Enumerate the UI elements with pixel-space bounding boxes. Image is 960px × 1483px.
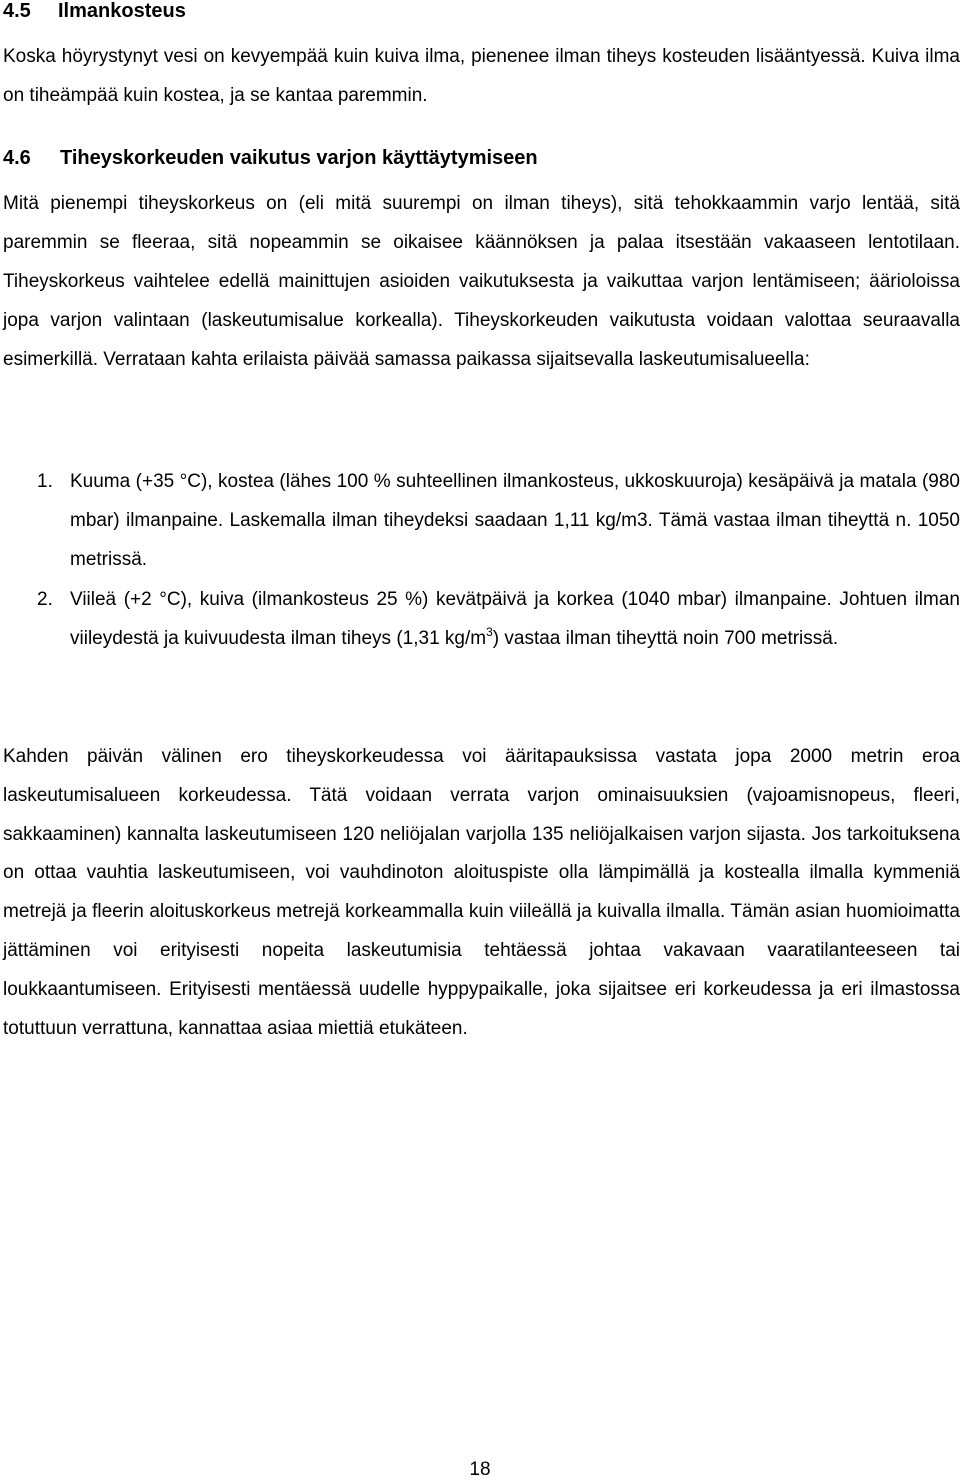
list-item xyxy=(37,580,960,658)
section-number: 4.5 xyxy=(3,0,31,22)
page-number: 18 xyxy=(469,1459,491,1480)
list-item-text: Kuuma (+35 °C), kostea (lähes 100 % suhteellinen ilmankosteus, ukkoskuuroja) kesäpäivä ja matala (980 mbar) ilmanpaine. Laskemalla ilman tiheydeksi saadaan 1,11 kg/m3. Tämä vastaa ilman tiheyttä n. 1050 metrissä. xyxy=(70,471,960,570)
section-number: 4.6 xyxy=(3,147,31,169)
paragraph-conclusion: Kahden päivän välinen ero tiheyskorkeudessa voi ääritapauksissa vastata jopa 2000 metrin eroa laskeutumisalueen korkeudessa. Tätä voidaan verrata varjon ominaisuuksien (vajoamisnopeus, fleeri, sakkaaminen) kannalta laskeutumiseen 120 neliöjalan varjolla 135 neliöjalkaisen varjon sijasta. Jos tarkoituksena on ottaa vauhtia laskeutumiseen, voi vauhdinoton aloituspiste olla lämpimällä ja kostealla ilmalla kymmeniä metrejä ja fleerin aloituskorkeus metrejä korkeammalla kuin viileällä ja kuivalla ilmalla. Tämän asian huomioimatta jättäminen voi erityisesti nopeita laskeutumisia tehtäessä johtaa vakavaan vaaratilanteeseen tai loukkaantumiseen. Erityisesti mentäessä uudelle hyppypaikalle, joka sijaitsee eri korkeudessa ja eri ilmastossa totuttuun verrattuna, kannattaa asiaa miettiä etukäteen. xyxy=(3,746,960,1039)
superscript: 3 xyxy=(486,624,493,639)
list-marker: 1. xyxy=(37,471,53,492)
section-title: Tiheyskorkeuden vaikutus varjon käyttäytymiseen xyxy=(60,147,538,169)
section-title: Ilmankosteus xyxy=(58,0,186,22)
paragraph-tiheyskorkeus: Mitä pienempi tiheyskorkeus on (eli mitä suurempi on ilman tiheys), sitä tehokkaammin varjo lentää, sitä paremmin se fleeraa, sitä nopeammin se oikaisee käännöksen ja palaa itsestään vakaaseen lentotilaan. Tiheyskorkeus vaihtelee edellä mainittujen asioiden vaikutuksesta ja vaikuttaa varjon lentämiseen; äärioloissa jopa varjon valintaan (laskeutumisalue korkealla). Tiheyskorkeuden vaikutusta voidaan valottaa seuraavalla esimerkillä. Verrataan kahta erilaista päivää samassa paikassa sijaitsevalla laskeutumisalueella: xyxy=(3,193,960,370)
list-item xyxy=(37,462,960,579)
section-heading-4-6 xyxy=(3,146,538,170)
paragraph-ilmankosteus: Koska höyrystynyt vesi on kevyempää kuin kuiva ilma, pienenee ilman tiheys kosteuden lisääntyessä. Kuiva ilma on tiheämpää kuin kostea, ja se kantaa paremmin. xyxy=(3,46,960,106)
list-item-text: Viileä (+2 °C), kuiva (ilmankosteus 25 %) kevätpäivä ja korkea (1040 mbar) ilmanpaine. Johtuen ilman viileydestä ja kuivuudesta ilman tiheys (1,31 $kg/m^3$) vastaa ilman tiheyttä noin 700 metrissä. xyxy=(70,589,960,649)
list-marker: 2. xyxy=(37,589,53,610)
section-heading-4-5 xyxy=(3,0,186,23)
